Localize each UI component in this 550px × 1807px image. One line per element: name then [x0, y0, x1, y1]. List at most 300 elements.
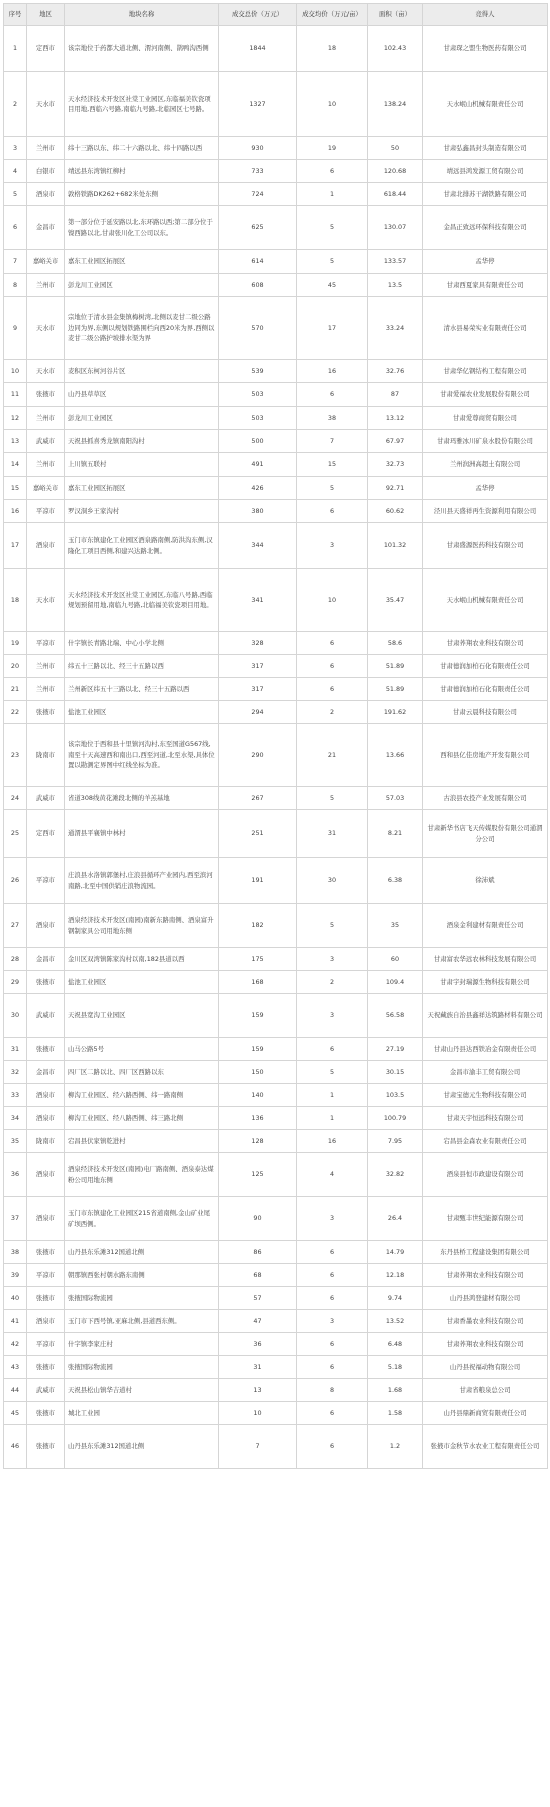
cell-avg-price: 2	[297, 701, 368, 724]
cell-total-price: 500	[219, 430, 297, 453]
cell-buyer: 甘肃华亿钢结构工程有限公司	[423, 360, 548, 383]
cell-total-price: 1327	[219, 72, 297, 137]
cell-total-price: 168	[219, 971, 297, 994]
cell-area: 13.52	[368, 1310, 423, 1333]
cell-avg-price: 10	[297, 72, 368, 137]
table-row	[4, 948, 548, 971]
table-row	[4, 1038, 548, 1061]
cell-total-price: 491	[219, 453, 297, 477]
cell-avg-price: 3	[297, 948, 368, 971]
cell-total-price: 175	[219, 948, 297, 971]
table-row	[4, 523, 548, 569]
cell-parcel-name: 庄浪县水洛镇郭堡村,庄浪县循环产业园内,西至滨河南路,北至中国供销庄浪物流园。	[65, 858, 219, 904]
cell-parcel-name: 宕昌县伏家镇乾进村	[65, 1130, 219, 1153]
cell-index: 10	[4, 360, 27, 383]
cell-parcel-name: 上川镇五联村	[65, 453, 219, 477]
cell-avg-price: 17	[297, 297, 368, 360]
cell-total-price: 90	[219, 1197, 297, 1241]
cell-area: 1.68	[368, 1379, 423, 1402]
cell-region: 张掖市	[27, 383, 65, 407]
cell-buyer: 甘肃德润加柏石化有限责任公司	[423, 655, 548, 678]
table-row	[4, 250, 548, 274]
cell-buyer: 靖远县鸿发源工贸有限公司	[423, 160, 548, 183]
table-row	[4, 297, 548, 360]
cell-buyer: 山丹县鸿登建材有限公司	[423, 1287, 548, 1310]
cell-area: 13.66	[368, 724, 423, 787]
cell-region: 武威市	[27, 430, 65, 453]
cell-buyer: 甘肃天宇恒远科技有限公司	[423, 1107, 548, 1130]
table-row	[4, 72, 548, 137]
cell-region: 兰州市	[27, 137, 65, 160]
cell-parcel-name: 纬十三路以东、纬二十六路以北、纬十四路以西	[65, 137, 219, 160]
cell-region: 天水市	[27, 72, 65, 137]
cell-avg-price: 5	[297, 1061, 368, 1084]
cell-parcel-name: 玉门市下西号镇,亚麻北侧,县道西东侧。	[65, 1310, 219, 1333]
table-body	[4, 26, 548, 1469]
cell-index: 25	[4, 810, 27, 858]
cell-avg-price: 6	[297, 1425, 368, 1469]
cell-region: 张掖市	[27, 1356, 65, 1379]
cell-avg-price: 15	[297, 453, 368, 477]
cell-parcel-name: 省道308线黄花滩段北侧的羊羔基地	[65, 787, 219, 810]
cell-avg-price: 3	[297, 1310, 368, 1333]
cell-parcel-name: 嘉东工业园区拓展区	[65, 250, 219, 274]
cell-parcel-name: 纬五十三路以北、经三十五路以西	[65, 655, 219, 678]
cell-avg-price: 6	[297, 678, 368, 701]
cell-region: 金昌市	[27, 948, 65, 971]
table-row	[4, 477, 548, 500]
cell-region: 平凉市	[27, 500, 65, 523]
cell-parcel-name: 盐池工业园区	[65, 971, 219, 994]
cell-parcel-name: 敦格铁路DK262+682米处东侧	[65, 183, 219, 206]
cell-area: 27.19	[368, 1038, 423, 1061]
table-row	[4, 1310, 548, 1333]
cell-total-price: 294	[219, 701, 297, 724]
cell-area: 133.57	[368, 250, 423, 274]
cell-parcel-name: 天水经济技术开发区社棠工业园区,东临八号路,西临规划预留用地,南临九号路,北临福美钦瓷项目用地。	[65, 569, 219, 632]
cell-index: 40	[4, 1287, 27, 1310]
cell-avg-price: 16	[297, 360, 368, 383]
land-transaction-table	[3, 3, 548, 1469]
cell-total-price: 150	[219, 1061, 297, 1084]
cell-index: 27	[4, 904, 27, 948]
cell-parcel-name: 彭龙川工业园区	[65, 274, 219, 297]
table-row	[4, 1425, 548, 1469]
cell-index: 26	[4, 858, 27, 904]
cell-total-price: 625	[219, 206, 297, 250]
cell-region: 张掖市	[27, 1038, 65, 1061]
cell-parcel-name: 天祝县抓喜秀龙镇南阳沟村	[65, 430, 219, 453]
cell-index: 14	[4, 453, 27, 477]
cell-avg-price: 5	[297, 206, 368, 250]
cell-total-price: 57	[219, 1287, 297, 1310]
cell-area: 51.89	[368, 655, 423, 678]
cell-avg-price: 4	[297, 1153, 368, 1197]
cell-region: 兰州市	[27, 274, 65, 297]
cell-parcel-name: 通渭县平襄镇中林村	[65, 810, 219, 858]
cell-parcel-name: 四厂区二路以北、四厂区西路以东	[65, 1061, 219, 1084]
table-row	[4, 787, 548, 810]
cell-total-price: 47	[219, 1310, 297, 1333]
cell-buyer: 徐沛斌	[423, 858, 548, 904]
cell-region: 金昌市	[27, 1061, 65, 1084]
cell-buyer: 清水县易荣实业有限责任公司	[423, 297, 548, 360]
cell-total-price: 1844	[219, 26, 297, 72]
cell-region: 陇南市	[27, 1130, 65, 1153]
cell-region: 酒泉市	[27, 1084, 65, 1107]
cell-avg-price: 3	[297, 994, 368, 1038]
cell-parcel-name: 城北工业园	[65, 1402, 219, 1425]
table-row	[4, 1153, 548, 1197]
cell-index: 31	[4, 1038, 27, 1061]
cell-area: 60.62	[368, 500, 423, 523]
cell-total-price: 68	[219, 1264, 297, 1287]
land-transaction-table-container	[3, 3, 547, 1469]
cell-index: 5	[4, 183, 27, 206]
cell-region: 兰州市	[27, 655, 65, 678]
cell-parcel-name: 酒泉经济技术开发区(南园)南新东路南侧、酒泉富升钢制家具公司用地东侧	[65, 904, 219, 948]
cell-avg-price: 30	[297, 858, 368, 904]
cell-avg-price: 6	[297, 1402, 368, 1425]
cell-buyer: 甘肃新华书店飞天传媒股份有限公司通渭分公司	[423, 810, 548, 858]
cell-index: 12	[4, 407, 27, 430]
cell-index: 42	[4, 1333, 27, 1356]
table-row	[4, 701, 548, 724]
cell-avg-price: 6	[297, 500, 368, 523]
cell-index: 44	[4, 1379, 27, 1402]
cell-buyer: 甘肃荞翔农业科技有限公司	[423, 1333, 548, 1356]
cell-total-price: 317	[219, 678, 297, 701]
cell-total-price: 159	[219, 1038, 297, 1061]
cell-area: 35	[368, 904, 423, 948]
cell-parcel-name: 什字镇长青路北端、中心小学北侧	[65, 632, 219, 655]
cell-total-price: 341	[219, 569, 297, 632]
cell-region: 张掖市	[27, 1402, 65, 1425]
cell-parcel-name: 山丹县东乐滩312国道北侧	[65, 1241, 219, 1264]
cell-area: 56.58	[368, 994, 423, 1038]
cell-buyer: 泾川县天盛祥再生资源利用有限公司	[423, 500, 548, 523]
cell-total-price: 136	[219, 1107, 297, 1130]
cell-region: 嘉峪关市	[27, 477, 65, 500]
cell-parcel-name: 玉门市东镇建化工业园区酒泉路南侧,防洪沟东侧,汉隆化工项目西侧,和建兴达路北侧。	[65, 523, 219, 569]
cell-area: 130.07	[368, 206, 423, 250]
cell-index: 9	[4, 297, 27, 360]
cell-area: 33.24	[368, 297, 423, 360]
cell-index: 39	[4, 1264, 27, 1287]
cell-avg-price: 6	[297, 1287, 368, 1310]
cell-buyer: 张掖市金秋节水农业工程有限责任公司	[423, 1425, 548, 1469]
cell-area: 102.43	[368, 26, 423, 72]
cell-buyer: 甘肃德润加柏石化有限责任公司	[423, 678, 548, 701]
cell-buyer: 甘肃富农华远农林科技发展有限公司	[423, 948, 548, 971]
cell-total-price: 182	[219, 904, 297, 948]
cell-avg-price: 6	[297, 1356, 368, 1379]
cell-avg-price: 7	[297, 430, 368, 453]
cell-avg-price: 6	[297, 632, 368, 655]
cell-area: 13.5	[368, 274, 423, 297]
cell-avg-price: 8	[297, 1379, 368, 1402]
cell-area: 14.79	[368, 1241, 423, 1264]
cell-parcel-name: 第一部分位于延安路以北,东环路以西;第二部分位于镍西路以北,甘肃张川化工公司以东。	[65, 206, 219, 250]
cell-total-price: 930	[219, 137, 297, 160]
cell-avg-price: 38	[297, 407, 368, 430]
cell-area: 100.79	[368, 1107, 423, 1130]
cell-avg-price: 6	[297, 655, 368, 678]
cell-buyer: 甘肃荞翔农业科技有限公司	[423, 632, 548, 655]
cell-buyer: 古浪县农投产业发展有限公司	[423, 787, 548, 810]
cell-region: 天水市	[27, 297, 65, 360]
cell-buyer: 甘肃西夏家具有限责任公司	[423, 274, 548, 297]
cell-avg-price: 3	[297, 1197, 368, 1241]
cell-index: 30	[4, 994, 27, 1038]
cell-region: 平凉市	[27, 858, 65, 904]
cell-area: 12.18	[368, 1264, 423, 1287]
cell-index: 46	[4, 1425, 27, 1469]
header-area: 面积（亩）	[368, 4, 423, 26]
cell-avg-price: 3	[297, 523, 368, 569]
cell-region: 白银市	[27, 160, 65, 183]
table-row	[4, 160, 548, 183]
cell-total-price: 7	[219, 1425, 297, 1469]
cell-area: 109.4	[368, 971, 423, 994]
table-row	[4, 569, 548, 632]
cell-avg-price: 6	[297, 1264, 368, 1287]
cell-area: 5.18	[368, 1356, 423, 1379]
cell-area: 51.89	[368, 678, 423, 701]
cell-index: 21	[4, 678, 27, 701]
cell-parcel-name: 张掖国际物流园	[65, 1287, 219, 1310]
cell-avg-price: 6	[297, 1241, 368, 1264]
cell-region: 天水市	[27, 360, 65, 383]
cell-buyer: 金昌市渝丰工贸有限公司	[423, 1061, 548, 1084]
cell-region: 定西市	[27, 26, 65, 72]
cell-parcel-name: 什字镇李家庄村	[65, 1333, 219, 1356]
cell-parcel-name: 嘉东工业园区拓展区	[65, 477, 219, 500]
cell-parcel-name: 柳沟工业园区、经八路西侧、纬三路北侧	[65, 1107, 219, 1130]
header-total-price: 成交总价（万元）	[219, 4, 297, 26]
table-row	[4, 810, 548, 858]
cell-area: 6.38	[368, 858, 423, 904]
cell-area: 138.24	[368, 72, 423, 137]
cell-index: 24	[4, 787, 27, 810]
cell-parcel-name: 朝那镇西张村朝水路东南侧	[65, 1264, 219, 1287]
cell-index: 33	[4, 1084, 27, 1107]
cell-region: 定西市	[27, 810, 65, 858]
cell-total-price: 570	[219, 297, 297, 360]
cell-index: 32	[4, 1061, 27, 1084]
cell-region: 兰州市	[27, 453, 65, 477]
cell-buyer: 甘肃云晨科技有限公司	[423, 701, 548, 724]
table-row	[4, 453, 548, 477]
table-row	[4, 1130, 548, 1153]
cell-area: 1.58	[368, 1402, 423, 1425]
table-row	[4, 1333, 548, 1356]
table-header-row	[4, 4, 548, 26]
cell-area: 1.2	[368, 1425, 423, 1469]
cell-region: 兰州市	[27, 407, 65, 430]
cell-parcel-name: 天水经济技术开发区社棠工业园区,东临福美钦瓷项目用地,西临六号路,南临九号路,北临园区七号路。	[65, 72, 219, 137]
cell-area: 57.03	[368, 787, 423, 810]
cell-total-price: 290	[219, 724, 297, 787]
cell-index: 28	[4, 948, 27, 971]
cell-buyer: 甘肃爱尊商贸有限公司	[423, 407, 548, 430]
cell-total-price: 539	[219, 360, 297, 383]
cell-region: 酒泉市	[27, 1107, 65, 1130]
cell-buyer: 甘肃北排苏干湖铁路有限公司	[423, 183, 548, 206]
table-row	[4, 407, 548, 430]
cell-parcel-name: 罗汉洞乡王家沟村	[65, 500, 219, 523]
cell-region: 酒泉市	[27, 523, 65, 569]
cell-total-price: 125	[219, 1153, 297, 1197]
table-row	[4, 1061, 548, 1084]
cell-area: 87	[368, 383, 423, 407]
cell-area: 120.68	[368, 160, 423, 183]
cell-parcel-name: 彭龙川工业园区	[65, 407, 219, 430]
cell-parcel-name: 山马公路5号	[65, 1038, 219, 1061]
table-row	[4, 904, 548, 948]
cell-total-price: 503	[219, 383, 297, 407]
cell-parcel-name: 该宗地位于药都大道北侧、渭河南侧、鹊鸭沟西侧	[65, 26, 219, 72]
cell-avg-price: 1	[297, 1107, 368, 1130]
cell-buyer: 甘肃山丹县达西铁冶金有限责任公司	[423, 1038, 548, 1061]
table-row	[4, 206, 548, 250]
table-row	[4, 1402, 548, 1425]
cell-total-price: 724	[219, 183, 297, 206]
cell-buyer: 甘肃玛雅冰川矿泉水股份有限公司	[423, 430, 548, 453]
table-row	[4, 1264, 548, 1287]
cell-total-price: 380	[219, 500, 297, 523]
cell-total-price: 317	[219, 655, 297, 678]
cell-area: 8.21	[368, 810, 423, 858]
cell-avg-price: 6	[297, 1333, 368, 1356]
cell-index: 34	[4, 1107, 27, 1130]
table-row	[4, 26, 548, 72]
cell-parcel-name: 宗地位于清水县金集镇梅树湾,北侧以麦甘二级公路边同为界,东侧以规划铁路围栏向西20米为界,西侧以麦甘二级公路护坡排水渠为界	[65, 297, 219, 360]
cell-avg-price: 21	[297, 724, 368, 787]
cell-area: 60	[368, 948, 423, 971]
table-row	[4, 383, 548, 407]
table-row	[4, 183, 548, 206]
cell-index: 6	[4, 206, 27, 250]
cell-index: 38	[4, 1241, 27, 1264]
cell-avg-price: 5	[297, 250, 368, 274]
cell-index: 20	[4, 655, 27, 678]
cell-index: 43	[4, 1356, 27, 1379]
cell-region: 酒泉市	[27, 1197, 65, 1241]
cell-area: 32.82	[368, 1153, 423, 1197]
cell-index: 8	[4, 274, 27, 297]
table-row	[4, 1241, 548, 1264]
cell-area: 618.44	[368, 183, 423, 206]
cell-area: 32.73	[368, 453, 423, 477]
cell-region: 酒泉市	[27, 183, 65, 206]
cell-index: 15	[4, 477, 27, 500]
cell-index: 22	[4, 701, 27, 724]
cell-area: 191.62	[368, 701, 423, 724]
table-row	[4, 1379, 548, 1402]
cell-region: 平凉市	[27, 1264, 65, 1287]
cell-index: 4	[4, 160, 27, 183]
cell-total-price: 140	[219, 1084, 297, 1107]
table-row	[4, 274, 548, 297]
cell-avg-price: 5	[297, 787, 368, 810]
cell-index: 37	[4, 1197, 27, 1241]
header-region: 地区	[27, 4, 65, 26]
cell-area: 101.32	[368, 523, 423, 569]
cell-area: 103.5	[368, 1084, 423, 1107]
table-row	[4, 971, 548, 994]
cell-area: 13.12	[368, 407, 423, 430]
cell-total-price: 31	[219, 1356, 297, 1379]
table-row	[4, 137, 548, 160]
cell-parcel-name: 麦积区东柯河谷片区	[65, 360, 219, 383]
table-row	[4, 678, 548, 701]
cell-region: 武威市	[27, 994, 65, 1038]
cell-index: 36	[4, 1153, 27, 1197]
cell-index: 23	[4, 724, 27, 787]
cell-area: 58.6	[368, 632, 423, 655]
cell-total-price: 159	[219, 994, 297, 1038]
cell-total-price: 328	[219, 632, 297, 655]
cell-buyer: 天水岷山机械有限责任公司	[423, 72, 548, 137]
cell-buyer: 甘肃宝德元生物科技有限公司	[423, 1084, 548, 1107]
table-row	[4, 1287, 548, 1310]
cell-avg-price: 31	[297, 810, 368, 858]
cell-avg-price: 6	[297, 160, 368, 183]
cell-avg-price: 1	[297, 1084, 368, 1107]
cell-total-price: 13	[219, 1379, 297, 1402]
cell-index: 18	[4, 569, 27, 632]
cell-parcel-name: 金川区双湾镇陈家沟村以南,182县道以西	[65, 948, 219, 971]
cell-index: 11	[4, 383, 27, 407]
cell-index: 29	[4, 971, 27, 994]
cell-area: 26.4	[368, 1197, 423, 1241]
cell-region: 平凉市	[27, 1333, 65, 1356]
cell-index: 17	[4, 523, 27, 569]
cell-parcel-name: 玉门市东镇建化工业园区215省道南侧,金山矿业尾矿坝西侧。	[65, 1197, 219, 1241]
table-row	[4, 655, 548, 678]
cell-total-price: 36	[219, 1333, 297, 1356]
cell-area: 7.95	[368, 1130, 423, 1153]
cell-total-price: 267	[219, 787, 297, 810]
cell-region: 武威市	[27, 1379, 65, 1402]
cell-parcel-name: 天祝县松山镇华吉道村	[65, 1379, 219, 1402]
header-buyer: 竞得人	[423, 4, 548, 26]
cell-parcel-name: 靖远县东湾镇红柳村	[65, 160, 219, 183]
cell-parcel-name: 盐池工业园区	[65, 701, 219, 724]
cell-total-price: 86	[219, 1241, 297, 1264]
cell-region: 兰州市	[27, 678, 65, 701]
cell-avg-price: 16	[297, 1130, 368, 1153]
cell-area: 9.74	[368, 1287, 423, 1310]
cell-index: 2	[4, 72, 27, 137]
table-row	[4, 500, 548, 523]
cell-total-price: 426	[219, 477, 297, 500]
cell-buyer: 宕昌县金森农业有限责任公司	[423, 1130, 548, 1153]
cell-region: 嘉峪关市	[27, 250, 65, 274]
table-row	[4, 1084, 548, 1107]
header-avg-price: 成交均价（万元/亩）	[297, 4, 368, 26]
cell-buyer: 甘肃甄丰世纪能源有限公司	[423, 1197, 548, 1241]
cell-region: 酒泉市	[27, 1310, 65, 1333]
cell-buyer: 山丹县鼎新商贸有限责任公司	[423, 1402, 548, 1425]
cell-index: 13	[4, 430, 27, 453]
cell-area: 92.71	[368, 477, 423, 500]
cell-index: 41	[4, 1310, 27, 1333]
cell-index: 45	[4, 1402, 27, 1425]
cell-parcel-name: 山丹县草草区	[65, 383, 219, 407]
cell-region: 张掖市	[27, 1287, 65, 1310]
